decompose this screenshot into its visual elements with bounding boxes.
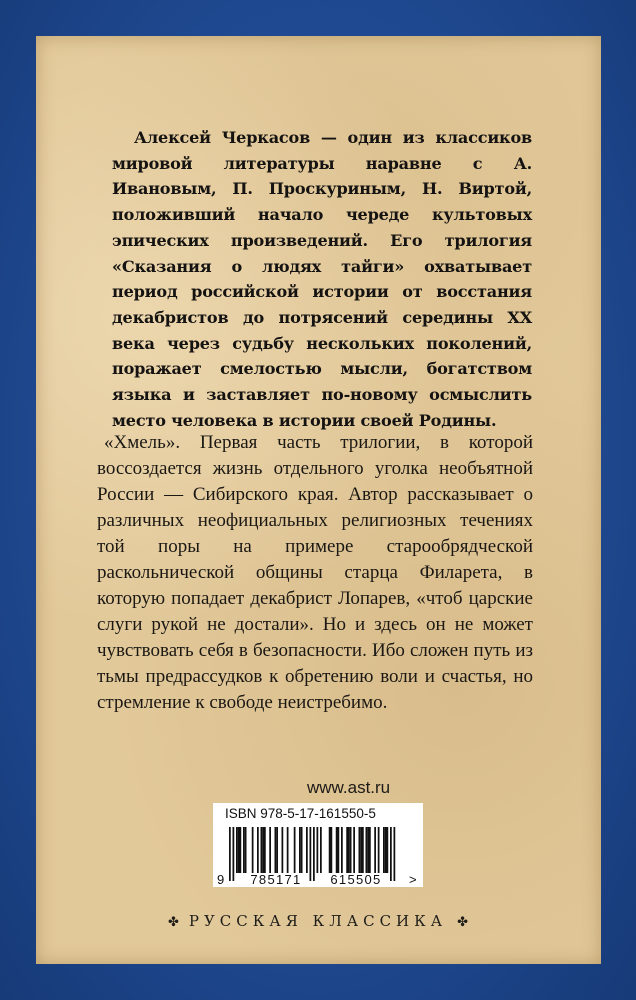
- ornament-left-icon: ✤: [167, 915, 179, 930]
- barcode-bar: [257, 827, 259, 873]
- barcode-bar: [346, 827, 348, 873]
- barcode-right-digits: 615505: [330, 872, 382, 887]
- barcode-bar: [310, 827, 312, 881]
- series-title-line: [0, 912, 636, 930]
- barcode-bar: [294, 827, 296, 873]
- barcode-bar: [385, 827, 387, 873]
- barcode-bar: [353, 827, 355, 873]
- barcode-bar: [369, 827, 371, 873]
- barcode-bar: [276, 827, 278, 873]
- series-title: РУССКАЯ КЛАССИКА: [188, 912, 448, 930]
- barcode-bar: [350, 827, 352, 873]
- barcode-graphic: [213, 825, 423, 887]
- barcode-bar: [236, 827, 238, 873]
- barcode-bar: [287, 827, 289, 873]
- barcode-bar: [264, 827, 266, 873]
- barcode-bar: [229, 827, 231, 881]
- barcode-bar: [262, 827, 264, 873]
- barcode-bar: [233, 827, 235, 881]
- barcode-bar: [378, 827, 380, 873]
- barcode-bar: [269, 827, 271, 873]
- barcode-first-digit: 9: [217, 872, 225, 887]
- barcode-bar: [338, 827, 340, 873]
- barcode-bar: [282, 827, 284, 873]
- isbn-barcode-label: [213, 803, 423, 887]
- barcode-bar: [329, 827, 331, 873]
- barcode-bar: [238, 827, 240, 873]
- barcode-bar: [252, 827, 254, 873]
- barcode-bar: [306, 827, 308, 873]
- barcode-bar: [317, 827, 319, 873]
- barcode-bar: [390, 827, 392, 881]
- barcode-bar: [275, 827, 277, 873]
- ornament-right-icon: ✤: [457, 915, 469, 930]
- barcode-bar: [383, 827, 385, 873]
- barcode-bar: [367, 827, 369, 873]
- barcode-bar: [359, 827, 361, 873]
- barcode-bar: [261, 827, 263, 873]
- barcode-bar: [360, 827, 362, 873]
- barcode-bar: [374, 827, 376, 873]
- barcode-bar: [240, 827, 242, 873]
- publisher-website: www.ast.ru: [307, 778, 391, 797]
- barcode-bar: [341, 827, 343, 873]
- barcode-bar: [313, 827, 315, 881]
- isbn-number: ISBN 978-5-17-161550-5: [225, 806, 376, 821]
- barcode-bar: [301, 827, 303, 873]
- barcode-left-digits: 785171: [250, 872, 302, 887]
- barcode-bar: [362, 827, 364, 873]
- barcode-bar: [387, 827, 389, 873]
- barcode-bar: [348, 827, 350, 873]
- author-intro-paragraph: Алексей Черкасов — один из классиков мировой литературы наравне с А. Ивановым, П. Проскуриным, Н. Виртой, положивший начало череде культовых эпических произведений. Его трилогия «Сказания о людях тайги» охватывает период российской истории от восстания декабристов до потрясений середины XX века через судьбу нескольких поколений, поражает смелостью мысли, богатством языка и заставляет по-новому осмыслить место человека в истории своей Родины.: [112, 128, 532, 430]
- barcode-bar: [336, 827, 338, 873]
- barcode-marker: >: [409, 872, 417, 887]
- barcode-bar: [366, 827, 368, 873]
- barcode-bar: [299, 827, 301, 873]
- barcode-bar: [243, 827, 245, 873]
- barcode-bar: [245, 827, 247, 873]
- barcode-bar: [331, 827, 333, 873]
- barcode-bar: [320, 827, 322, 873]
- barcode-bar: [394, 827, 396, 881]
- book-description-paragraph: «Хмель». Первая часть трилогии, в которой воссоздается жизнь отдельного уголка необъятной России — Сибирского края. Автор рассказывает о различных неофициальных религиозных течениях той поры на примере старообрядческой раскольнической общины старца Филарета, в которую попадает декабрист Лопарев, «чтоб царские слуги рукой не достали». Но и здесь он не может чувствовать себя в безопасности. Ибо сложен путь из тьмы предрассудков к обретению воли и счастья, но стремление к свободе неистребимо.: [97, 432, 533, 713]
